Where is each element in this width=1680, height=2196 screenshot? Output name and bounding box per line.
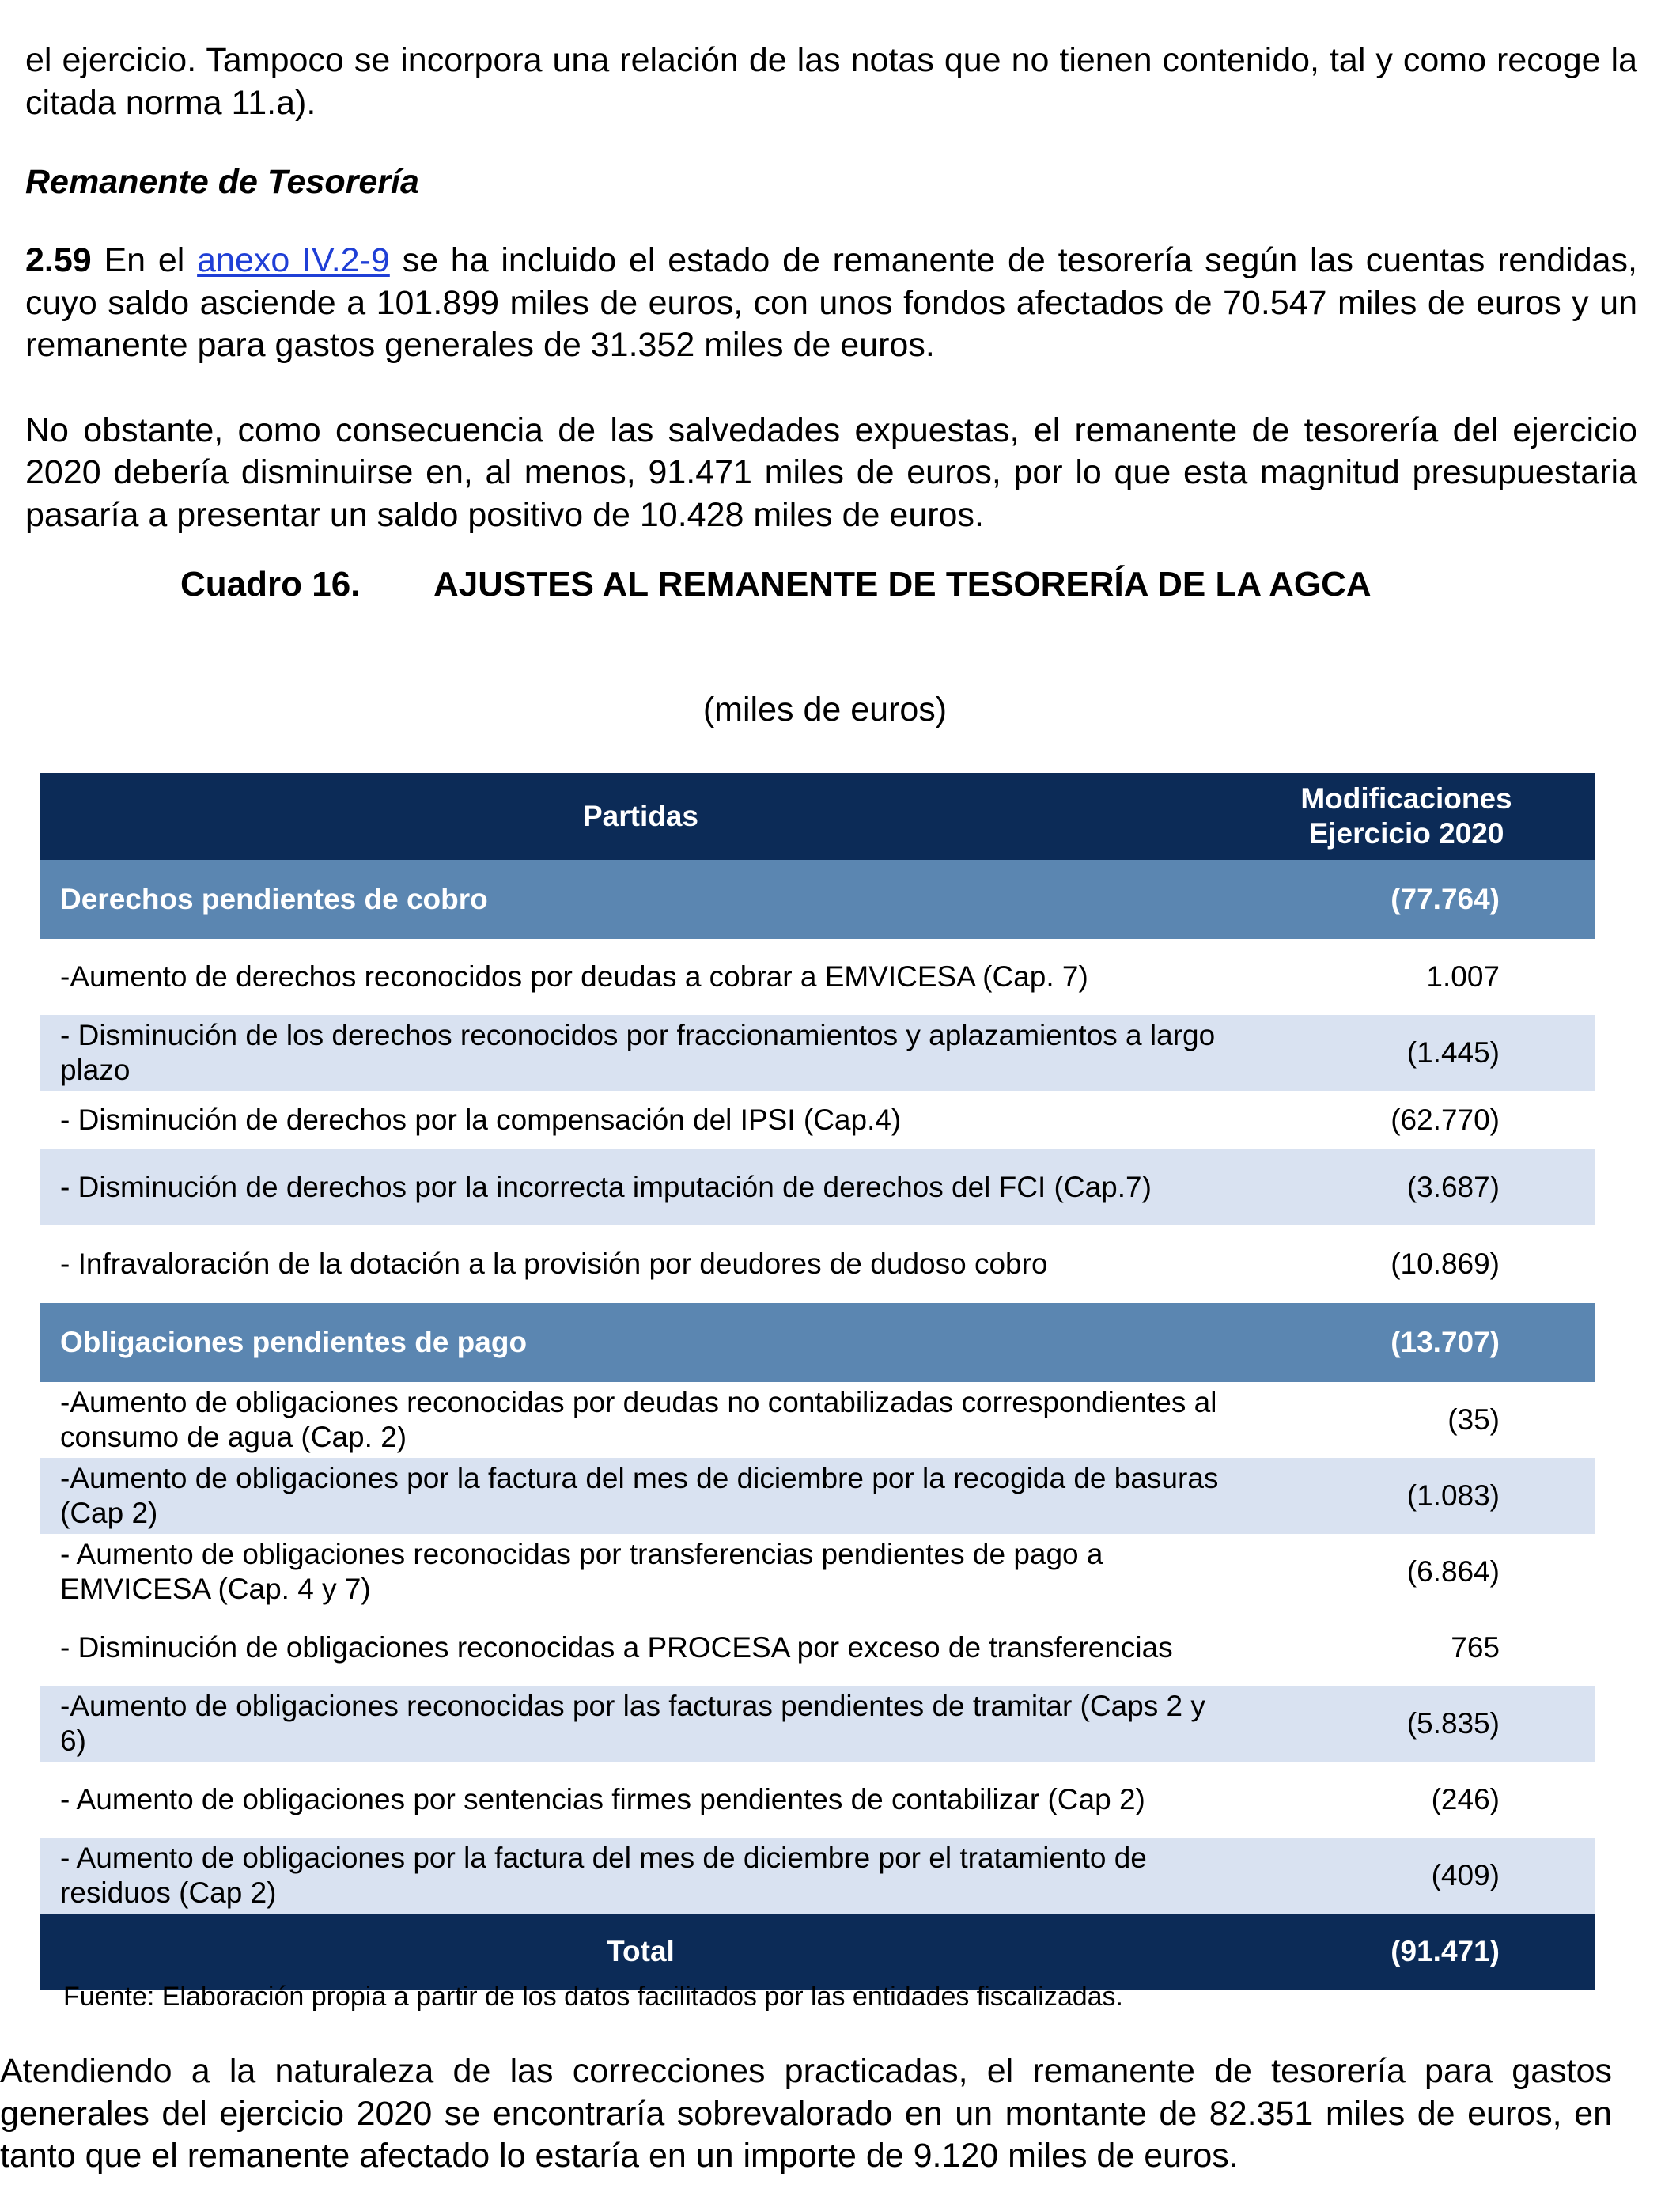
table-row — [40, 1534, 1595, 1610]
table-row — [40, 1225, 1595, 1303]
paragraph-number: 2.59 — [25, 241, 92, 279]
row-label: - Aumento de obligaciones por la factura del mes de diciembre por el tratamiento de residuos (Cap 2) — [40, 1838, 1242, 1914]
row-value: 765 — [1451, 1631, 1500, 1664]
row-value: (6.864) — [1406, 1555, 1500, 1588]
header-right-line2: Ejercicio 2020 — [1308, 817, 1504, 850]
header-right-line1: Modificaciones — [1300, 782, 1512, 815]
table-row — [40, 1762, 1595, 1838]
table-row — [40, 1382, 1595, 1458]
paragraph-no-obstante: No obstante, como consecuencia de las salvedades expuestas, el remanente de tesorería del ejercicio 2020 debería disminuirse en, al menos, 91.471 miles de euros, por lo que esta magnitud presupuestaria pasaría a presentar un saldo positivo de 10.428 miles de euros. — [25, 411, 1637, 534]
row-label: - Disminución de derechos por la compensación del IPSI (Cap.4) — [60, 1104, 902, 1136]
table-header-row — [40, 773, 1595, 860]
table-row — [40, 1458, 1595, 1534]
document-page — [25, 40, 1637, 536]
section-row-obligaciones — [40, 1303, 1595, 1382]
row-value: (10.869) — [1391, 1248, 1500, 1280]
row-label: - Aumento de obligaciones por sentencias firmes pendientes de contabilizar (Cap 2) — [60, 1783, 1145, 1815]
table-row — [40, 939, 1595, 1015]
row-value: (35) — [1447, 1403, 1500, 1436]
section-value: (77.764) — [1242, 860, 1595, 939]
row-label: -Aumento de obligaciones reconocidas por deudas no contabilizadas correspondientes al consumo de agua (Cap. 2) — [60, 1386, 1217, 1453]
section-label: Derechos pendientes de cobro — [40, 860, 1242, 939]
section-label: Obligaciones pendientes de pago — [40, 1303, 1242, 1382]
closing-paragraph: Atendiendo a la naturaleza de las correcciones practicadas, el remanente de tesorería para gastos generales del ejercicio 2020 se encontraría sobrevalorado en un montante de 82.351 miles de euros, en tanto que el remanente afectado lo estaría en un importe de 9.120 miles de euros. — [0, 2052, 1612, 2175]
row-label: -Aumento de obligaciones por la factura del mes de diciembre por la recogida de basuras (Cap 2) — [40, 1458, 1242, 1534]
table-row — [40, 1091, 1595, 1149]
paragraph-2-59 — [25, 240, 1637, 367]
row-label: - Disminución de obligaciones reconocidas a PROCESA por exceso de transferencias — [60, 1631, 1173, 1664]
paragraph-rest: se ha incluido el estado de remanente de tesorería según las cuentas rendidas, cuyo saldo asciende a 101.899 miles de euros, con unos fondos afectados de 70.547 miles de euros y un remanente para gastos generales de 31.352 miles de euros. — [25, 241, 1638, 364]
section-heading: Remanente de Tesorería — [25, 163, 419, 201]
intro-paragraph: el ejercicio. Tampoco se incorpora una relación de las notas que no tienen contenido, tal y como recoge la citada norma 11.a). — [25, 41, 1637, 122]
total-row — [40, 1914, 1595, 1990]
row-label: -Aumento de obligaciones reconocidas por las facturas pendientes de tramitar (Caps 2 y 6) — [40, 1686, 1242, 1762]
total-label: Total — [40, 1914, 1242, 1990]
header-partidas: Partidas — [40, 773, 1242, 860]
adjustments-table — [40, 773, 1595, 1990]
row-label: - Disminución de derechos por la incorrecta imputación de derechos del FCI (Cap.7) — [40, 1149, 1242, 1225]
table-row — [40, 1610, 1595, 1686]
caption-title: AJUSTES AL REMANENTE DE TESORERÍA DE LA AGCA — [433, 565, 1372, 604]
row-value: (1.445) — [1242, 1015, 1595, 1091]
paragraph-lead: En el — [104, 241, 185, 279]
row-value: (62.770) — [1391, 1104, 1500, 1136]
table-source-note: Fuente: Elaboración propia a partir de los datos facilitados por las entidades fiscalizadas. — [63, 1982, 1123, 2012]
row-label: - Aumento de obligaciones reconocidas por transferencias pendientes de pago a EMVICESA (Cap. 4 y 7) — [60, 1538, 1103, 1605]
row-label: - Disminución de los derechos reconocidos por fraccionamientos y aplazamientos a largo plazo — [40, 1015, 1242, 1091]
total-value: (91.471) — [1242, 1914, 1595, 1990]
closing-block — [0, 2050, 1612, 2178]
row-value: 1.007 — [1426, 960, 1500, 993]
table-row — [40, 1686, 1595, 1762]
row-value: (409) — [1242, 1838, 1595, 1914]
row-value: (3.687) — [1242, 1149, 1595, 1225]
table-row — [40, 1149, 1595, 1225]
caption-number: Cuadro 16. — [180, 565, 361, 604]
header-modificaciones — [1242, 773, 1595, 860]
table-row — [40, 1015, 1595, 1091]
row-value: (1.083) — [1242, 1458, 1595, 1534]
table-row — [40, 1838, 1595, 1914]
section-row-derechos — [40, 860, 1595, 939]
row-value: (246) — [1431, 1783, 1500, 1815]
row-value: (5.835) — [1242, 1686, 1595, 1762]
table-units: (miles de euros) — [702, 691, 948, 729]
row-label: - Infravaloración de la dotación a la provisión por deudores de dudoso cobro — [60, 1248, 1048, 1280]
annex-link[interactable]: anexo IV.2-9 — [197, 241, 390, 279]
section-value: (13.707) — [1242, 1303, 1595, 1382]
row-label: -Aumento de derechos reconocidos por deudas a cobrar a EMVICESA (Cap. 7) — [60, 960, 1088, 993]
